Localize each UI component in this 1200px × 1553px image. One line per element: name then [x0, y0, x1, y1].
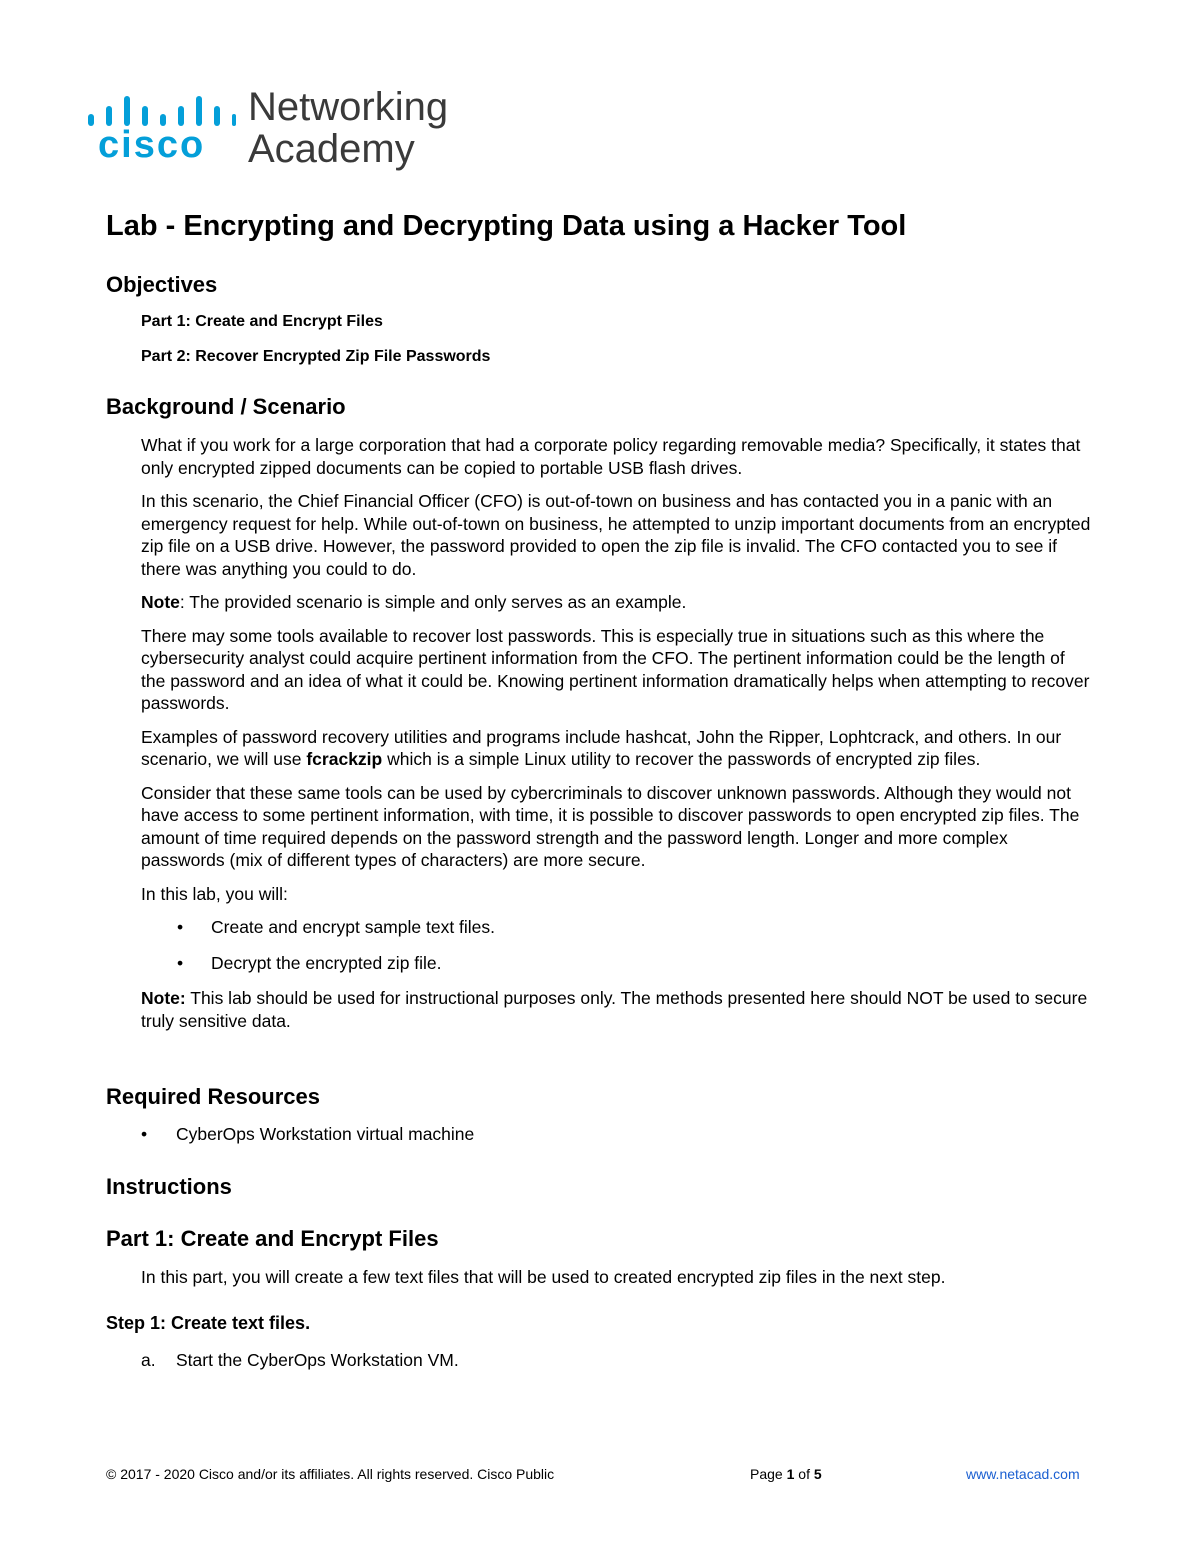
paragraph: In this lab, you will: [141, 883, 288, 904]
footer-url[interactable] [966, 1466, 1080, 1482]
objective-item: Part 1: Create and Encrypt Files [141, 313, 383, 330]
objectives-heading: Objectives [106, 272, 218, 297]
note-paragraph: Note: This lab should be used for instructional purposes only. The methods presented here should NOT be used to secure truly sensitive data. [141, 988, 1088, 1031]
paragraph: Examples of password recovery utilities and programs include hashcat, John the Ripper, Lophtcrack, and others. In our scenario, we will use fcrackzip which is a simple Linux utility to recover the passwords of encrypted zip files. [141, 726, 1062, 769]
objective-item: Part 2: Recover Encrypted Zip File Passwords [141, 348, 491, 365]
note-paragraph: Note: The provided scenario is simple and only serves as an example. [141, 592, 687, 612]
part1-heading: Part 1: Create and Encrypt Files [106, 1226, 439, 1251]
cisco-networking-academy-logo [86, 84, 486, 184]
tool-name: fcrackzip [306, 749, 383, 769]
cisco-wordmark: cisco [98, 124, 206, 166]
list-item: • Decrypt the encrypted zip file. [177, 952, 442, 973]
step1-heading: Step 1: Create text files. [106, 1313, 311, 1333]
step-item: a. Start the CyberOps Workstation VM. [141, 1350, 459, 1370]
part1-text: In this part, you will create a few text files that will be used to created encrypted zip files in the next step. [141, 1267, 946, 1287]
networking-academy-text: Networking Academy [248, 85, 449, 171]
bullet-icon: • [141, 1124, 148, 1144]
bullet-icon: • [177, 952, 184, 973]
paragraph: In this scenario, the Chief Financial Officer (CFO) is out-of-town on business and has contacted you in a panic with an emergency request for help. While out-of-town on business, he attempted to unzip important documents from an encrypted zip file on a USB drive. However, the password provided to open the zip file is invalid. The CFO contacted you to see if there was anything you could to do. [141, 491, 1091, 579]
background-heading: Background / Scenario [106, 394, 346, 419]
lab-tasks-list [141, 916, 1091, 974]
paragraph: Consider that these same tools can be used by cybercriminals to discover unknown passwords. Although they would not have access to some pertinent information, with time, it is possible to discover passwords to open encrypted zip files. The amount of time required depends on the password strength and the password length. Longer and more complex passwords (mix of different types of characters) are more secure. [141, 782, 1080, 870]
instructions-heading: Instructions [106, 1174, 232, 1199]
footer-page-number: Page 1 of 5 [750, 1466, 822, 1482]
background-body [141, 434, 1091, 1043]
list-item: • Create and encrypt sample text files. [177, 917, 496, 937]
netacad-link[interactable]: www.netacad.com [966, 1466, 1080, 1482]
footer-copyright: © 2017 - 2020 Cisco and/or its affiliates. All rights reserved. Cisco Public [106, 1466, 555, 1482]
paragraph: There may some tools available to recover lost passwords. This is especially true in situations such as this where the cybersecurity analyst could acquire pertinent information from the CFO. The pertinent information could be the length of the password and an idea of what it could be. Knowing pertinent information dramatically helps when attempting to recover passwords. [141, 625, 1090, 713]
page-title: Lab - Encrypting and Decrypting Data using a Hacker Tool [106, 210, 907, 242]
paragraph: What if you work for a large corporation that had a corporate policy regarding removable media? Specifically, it states that only encrypted zipped documents can be copied to portable USB flash drives. [141, 435, 1081, 478]
bullet-icon: • [177, 917, 184, 937]
required-resources-heading: Required Resources [106, 1084, 320, 1109]
document-page: cisco Networking Academy Lab - Encrypting and Decrypting Data using a Hacker Tool Objectives Part 1: Create and Encrypt Files Part 2: Recover Encrypted Zip File Passwords Background / Scenario What if you work for a large corporation that had a corporate policy regarding removable media? Specifically, it states that only encrypted zipped documents can be copied to portable USB flash drives. In this scenario, the Chief Financial Officer (CFO) is out-of-town on business and has contacted you in a panic with an emergency request for help. While out-of-town on business, he attempted to unzip important documents from an encrypted zip file on a USB drive. However, the password provided to open the zip file is invalid. The CFO contacted you to see if there was anything you could to do. Note: The provided scenario is simple and only serves as an example. There may some tools available to recover lost passwords. This is especially true in situations such as this where the cybersecurity analyst could acquire pertinent information from the CFO. The pertinent information could be the length of the password and an idea of what it could be. Knowing pertinent information dramatically helps when attempting to recover passwords. Examples of password recovery utilities and programs include hashcat, John the Ripper, Lophtcrack, and others. In our scenario, we will use fcrackzip which is a simple Linux utility to recover the passwords of encrypted zip files. Consider that these same tools can be used by cybercriminals to discover unknown passwords. Although they would not have access to some pertinent information, with time, it is possible to discover passwords to open encrypted zip files. The amount of time required depends on the password strength and the password length. Longer and more complex passwords (mix of different types of characters) are more secure. In this lab, you will: • Create and encrypt sample text files. • Decrypt the encrypted zip file. Note: This lab should be used for instructional purposes only. The methods presented here should NOT be used to secure truly sensitive data. Required Resources • CyberOps Workstation virtual machine Instructions Part 1: Create and Encrypt Files In this part, you will create a few text files that will be used to created encrypted zip files in the next step. Step 1: Create text files. a. Start the CyberOps Workstation VM. © 2017 - 2020 Cisco and/or its affiliates. All rights reserved. Cisco Public Page 1 of 5 www.netacad.com [0, 0, 1200, 1553]
